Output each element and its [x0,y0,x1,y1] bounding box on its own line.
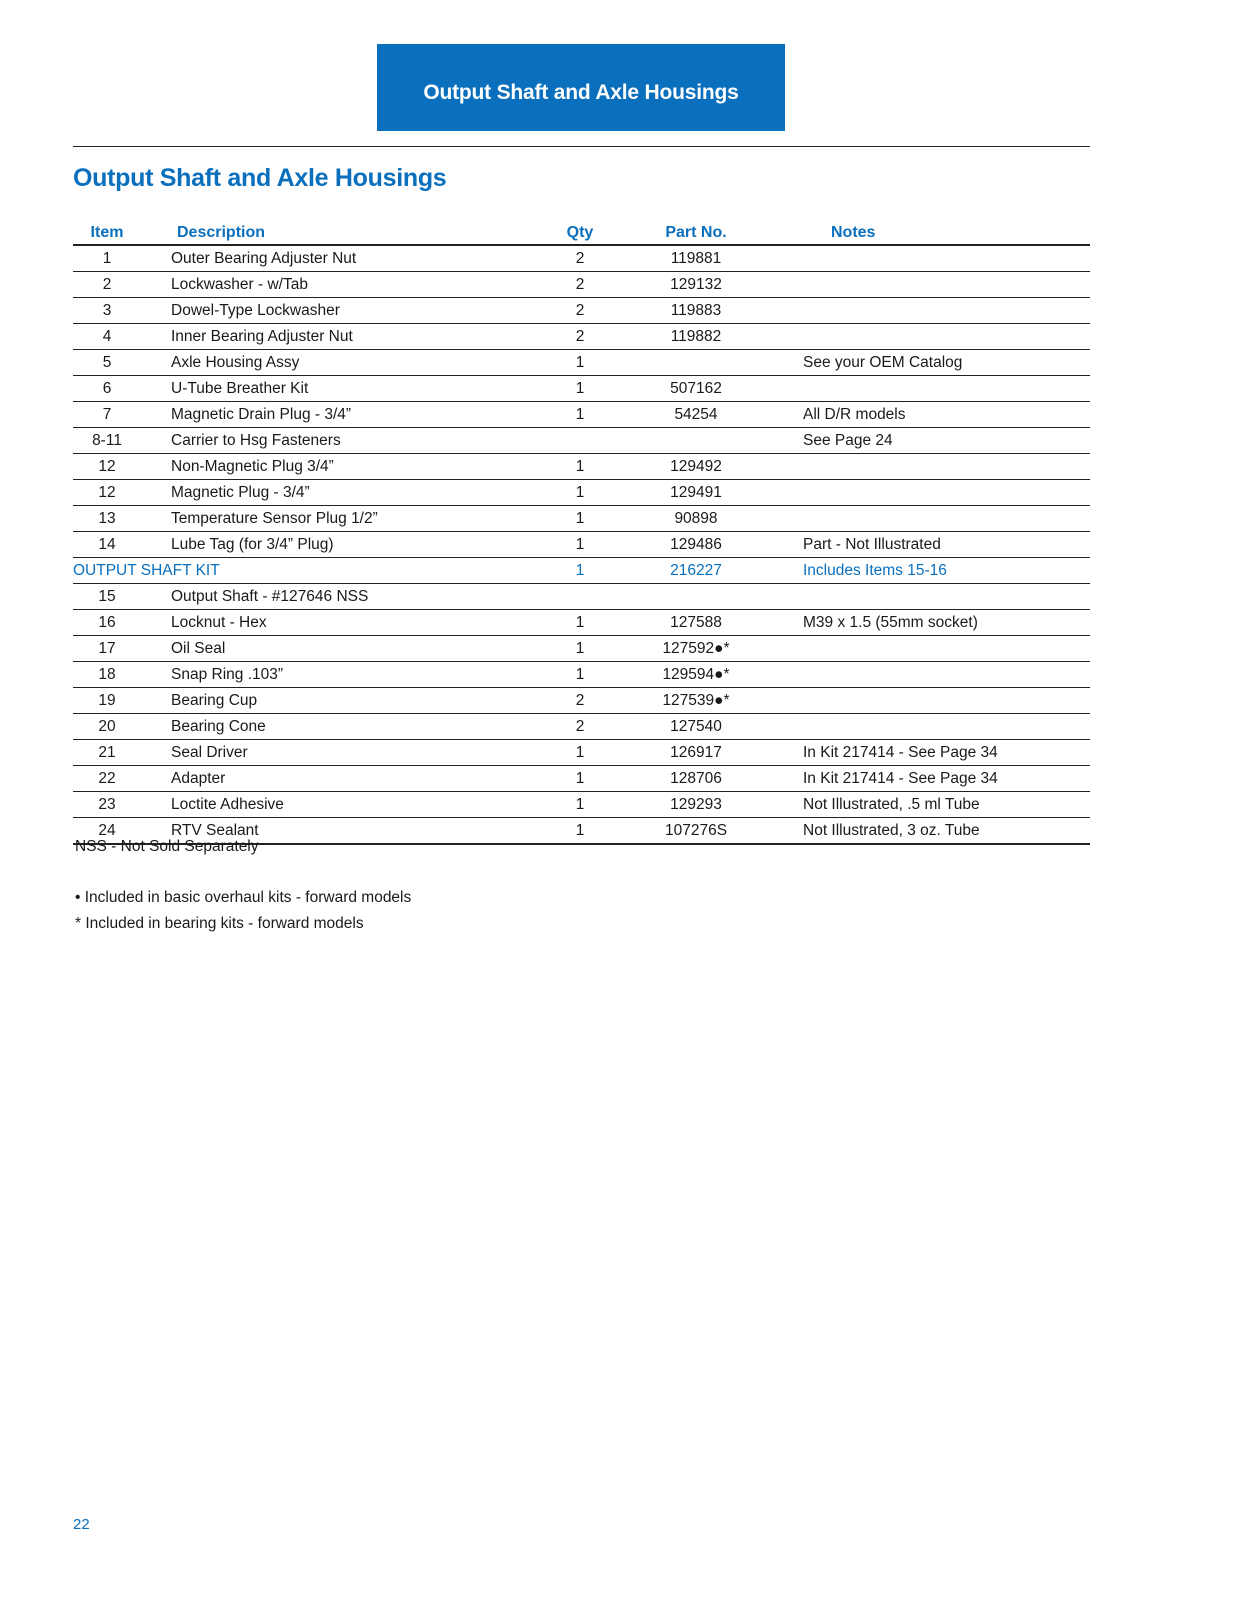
notes-cell [771,584,1090,610]
kit-row [73,558,1090,584]
table-row [73,610,1090,636]
description-cell: Lube Tag (for 3/4” Plug) [141,532,539,558]
notes-cell [771,506,1090,532]
part-no-cell: 128706 [621,766,771,792]
part-no-cell [621,584,771,610]
part-no-cell: 216227 [621,558,771,584]
section-banner [377,44,785,131]
item-cell: 12 [73,480,141,506]
part-no-cell: 129594●* [621,662,771,688]
header-description: Description [141,215,539,245]
description-cell: Oil Seal [141,636,539,662]
notes-cell: In Kit 217414 - See Page 34 [771,766,1090,792]
description-cell: Magnetic Drain Plug - 3/4” [141,402,539,428]
part-no-cell: 127592●* [621,636,771,662]
description-cell: Axle Housing Assy [141,350,539,376]
table-row [73,766,1090,792]
description-cell: RTV Sealant [141,818,539,845]
table-row [73,714,1090,740]
qty-cell: 2 [539,714,621,740]
qty-cell: 2 [539,324,621,350]
item-cell: 5 [73,350,141,376]
table-row [73,324,1090,350]
table-row [73,428,1090,454]
table-row [73,662,1090,688]
item-cell: 15 [73,584,141,610]
part-no-cell: 119882 [621,324,771,350]
notes-cell [771,688,1090,714]
table-row [73,584,1090,610]
description-cell: Outer Bearing Adjuster Nut [141,245,539,272]
item-cell: 20 [73,714,141,740]
notes-cell [771,376,1090,402]
qty-cell: 1 [539,506,621,532]
notes-cell: See your OEM Catalog [771,350,1090,376]
part-no-cell: 129293 [621,792,771,818]
table-row [73,688,1090,714]
footnote-bearing-kits: * Included in bearing kits - forward models [75,915,364,932]
item-cell: 23 [73,792,141,818]
part-no-cell [621,428,771,454]
qty-cell [539,584,621,610]
header-divider [73,146,1090,147]
qty-cell: 1 [539,610,621,636]
table-row [73,740,1090,766]
table-row [73,376,1090,402]
qty-cell: 1 [539,454,621,480]
item-cell: 13 [73,506,141,532]
item-cell: 4 [73,324,141,350]
description-cell: Inner Bearing Adjuster Nut [141,324,539,350]
item-cell: 3 [73,298,141,324]
notes-cell [771,272,1090,298]
item-cell: 7 [73,402,141,428]
table-row [73,480,1090,506]
page-number: 22 [73,1516,90,1533]
qty-cell: 2 [539,298,621,324]
parts-table-body [73,245,1090,844]
qty-cell: 2 [539,245,621,272]
table-row [73,792,1090,818]
item-cell: 8-11 [73,428,141,454]
part-no-cell: 127588 [621,610,771,636]
description-cell: Adapter [141,766,539,792]
qty-cell: 2 [539,272,621,298]
qty-cell: 1 [539,766,621,792]
item-cell: 19 [73,688,141,714]
notes-cell: In Kit 217414 - See Page 34 [771,740,1090,766]
part-no-cell: 127539●* [621,688,771,714]
notes-cell: Not Illustrated, 3 oz. Tube [771,818,1090,845]
page-title: Output Shaft and Axle Housings [73,164,447,192]
description-cell: Dowel-Type Lockwasher [141,298,539,324]
qty-cell: 1 [539,740,621,766]
item-cell: 14 [73,532,141,558]
item-cell: 2 [73,272,141,298]
part-no-cell: 54254 [621,402,771,428]
notes-cell [771,662,1090,688]
header-qty: Qty [539,215,621,245]
part-no-cell: 129486 [621,532,771,558]
qty-cell: 2 [539,688,621,714]
item-cell: 6 [73,376,141,402]
item-cell: 22 [73,766,141,792]
header-item: Item [73,215,141,245]
header-notes: Notes [771,215,1090,245]
qty-cell: 1 [539,376,621,402]
qty-cell [539,428,621,454]
table-row [73,272,1090,298]
notes-cell [771,636,1090,662]
table-header-row [73,215,1090,245]
part-no-cell: 127540 [621,714,771,740]
part-no-cell: 507162 [621,376,771,402]
banner-title: Output Shaft and Axle Housings [423,80,739,104]
part-no-cell: 129492 [621,454,771,480]
notes-cell: Not Illustrated, .5 ml Tube [771,792,1090,818]
description-cell: Lockwasher - w/Tab [141,272,539,298]
notes-cell [771,714,1090,740]
description-cell: Bearing Cup [141,688,539,714]
qty-cell: 1 [539,636,621,662]
item-cell: OUTPUT SHAFT KIT [73,558,141,584]
qty-cell: 1 [539,792,621,818]
header-part-no: Part No. [621,215,771,245]
item-cell: 12 [73,454,141,480]
part-no-cell: 90898 [621,506,771,532]
notes-cell [771,245,1090,272]
notes-cell: See Page 24 [771,428,1090,454]
description-cell: Bearing Cone [141,714,539,740]
table-row [73,350,1090,376]
qty-cell: 1 [539,480,621,506]
qty-cell: 1 [539,558,621,584]
part-no-cell: 107276S [621,818,771,845]
part-no-cell: 129491 [621,480,771,506]
table-row [73,506,1090,532]
description-cell: Temperature Sensor Plug 1/2” [141,506,539,532]
footnote-nss: NSS - Not Sold Separately [75,838,259,855]
description-cell: Magnetic Plug - 3/4” [141,480,539,506]
notes-cell [771,454,1090,480]
description-cell: U-Tube Breather Kit [141,376,539,402]
item-cell: 18 [73,662,141,688]
part-no-cell: 119883 [621,298,771,324]
table-row [73,402,1090,428]
notes-cell: Part - Not Illustrated [771,532,1090,558]
notes-cell [771,298,1090,324]
qty-cell: 1 [539,350,621,376]
footnote-overhaul-kits: • Included in basic overhaul kits - forward models [75,889,412,906]
table-row [73,636,1090,662]
part-no-cell: 119881 [621,245,771,272]
part-no-cell [621,350,771,376]
table-row [73,298,1090,324]
description-cell: Output Shaft - #127646 NSS [141,584,539,610]
table-row [73,245,1090,272]
description-cell: Seal Driver [141,740,539,766]
qty-cell: 1 [539,662,621,688]
notes-cell [771,324,1090,350]
table-row [73,532,1090,558]
description-cell: Carrier to Hsg Fasteners [141,428,539,454]
qty-cell: 1 [539,532,621,558]
description-cell: Snap Ring .103” [141,662,539,688]
notes-cell: Includes Items 15-16 [771,558,1090,584]
description-cell: Locknut - Hex [141,610,539,636]
part-no-cell: 129132 [621,272,771,298]
description-cell: Loctite Adhesive [141,792,539,818]
item-cell: 24 [73,818,141,845]
item-cell: 16 [73,610,141,636]
item-cell: 21 [73,740,141,766]
qty-cell: 1 [539,402,621,428]
notes-cell: M39 x 1.5 (55mm socket) [771,610,1090,636]
item-cell: 1 [73,245,141,272]
notes-cell: All D/R models [771,402,1090,428]
item-cell: 17 [73,636,141,662]
description-cell: Non-Magnetic Plug 3/4” [141,454,539,480]
parts-table [73,215,1090,845]
table-row [73,454,1090,480]
part-no-cell: 126917 [621,740,771,766]
qty-cell: 1 [539,818,621,845]
notes-cell [771,480,1090,506]
